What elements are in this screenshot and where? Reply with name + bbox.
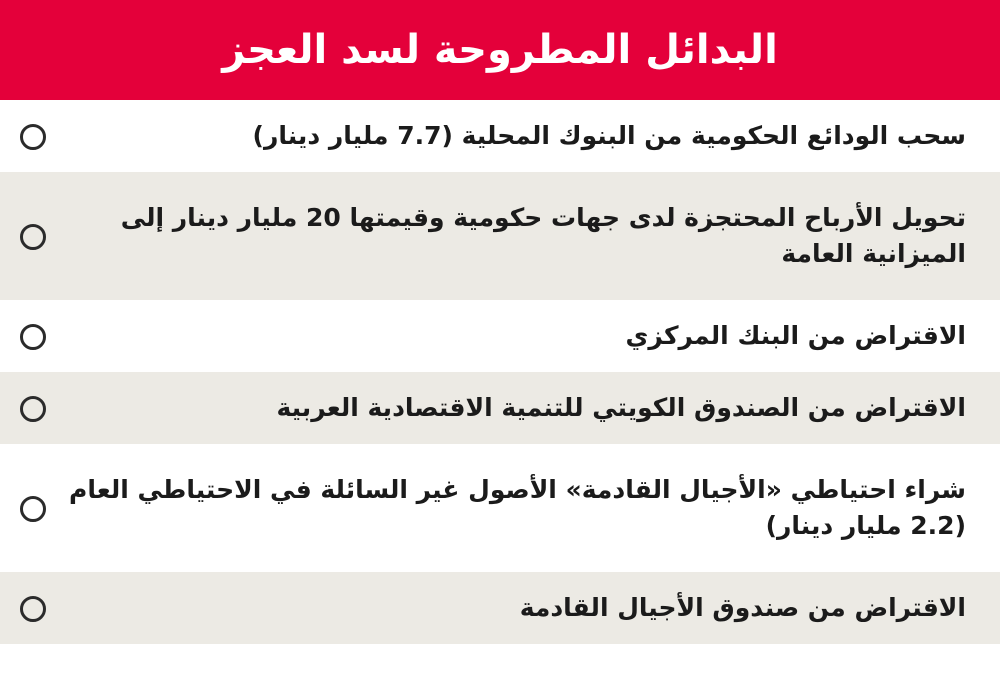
alternatives-list [0, 100, 1000, 695]
list-item-text: الاقتراض من صندوق الأجيال القادمة [519, 592, 966, 622]
header-banner [0, 0, 1000, 100]
circle-outline-icon [20, 496, 46, 522]
circle-outline-icon [20, 224, 46, 250]
list-item [0, 172, 1000, 300]
circle-outline-icon [20, 324, 46, 350]
list-item-text: الاقتراض من الصندوق الكويتي للتنمية الاقتصادية العربية [276, 392, 966, 422]
page-title: البدائل المطروحة لسد العجز [222, 27, 778, 73]
list-item [0, 444, 1000, 572]
list-item [0, 100, 1000, 172]
list-item [0, 372, 1000, 444]
list-item-text: سحب الودائع الحكومية من البنوك المحلية (7.7 مليار دينار) [252, 120, 966, 150]
list-item [0, 572, 1000, 644]
list-item-text: الاقتراض من البنك المركزي [625, 320, 966, 350]
list-item-text: تحويل الأرباح المحتجزة لدى جهات حكومية وقيمتها 20 مليار دينار إلى الميزانية العامة [120, 202, 966, 268]
circle-outline-icon [20, 396, 46, 422]
circle-outline-icon [20, 124, 46, 150]
list-item [0, 300, 1000, 372]
circle-outline-icon [20, 596, 46, 622]
list-item-text: شراء احتياطي «الأجيال القادمة» الأصول غير السائلة في الاحتياطي العام (2.2 مليار دينار) [69, 474, 966, 540]
